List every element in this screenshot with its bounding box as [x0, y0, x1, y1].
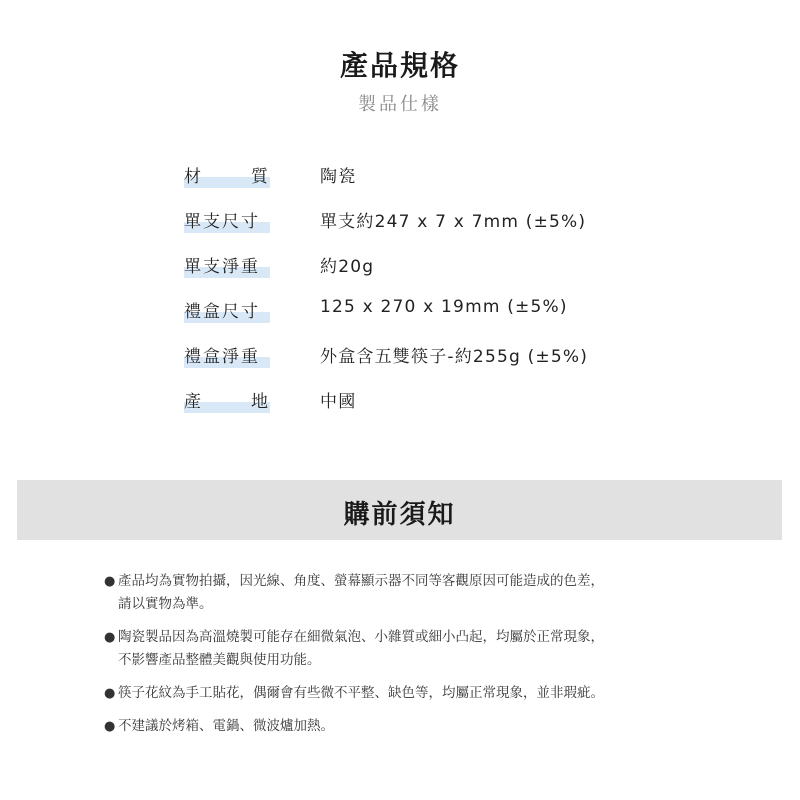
- bullet-icon: ●: [104, 574, 116, 589]
- notice-item: [104, 715, 704, 738]
- spec-row-single-size: [184, 205, 704, 250]
- spec-row-box-weight: [184, 340, 704, 385]
- notice-list: [104, 570, 704, 738]
- spec-table: [184, 160, 704, 430]
- notice-line: 陶瓷製品因為高溫燒製可能存在細微氣泡、小雜質或細小凸起，均屬於正常現象，: [118, 629, 604, 645]
- spec-label-char: 材: [184, 167, 203, 187]
- spec-subtitle: 製品仕樣: [358, 94, 442, 115]
- spec-label-char: 地: [251, 392, 270, 412]
- spec-row-box-size: [184, 295, 704, 340]
- bullet-icon: ●: [104, 686, 116, 701]
- spec-label: 單支尺寸: [184, 207, 270, 232]
- spec-label: 禮盒尺寸: [184, 297, 270, 322]
- notice-item: [104, 570, 704, 616]
- notice-line: 筷子花紋為手工貼花，偶爾會有些微不平整、缺色等，均屬正常現象，並非瑕疵。: [118, 685, 604, 701]
- spec-value: 125 x 270 x 19mm (±5%): [320, 297, 568, 317]
- notice-line: 請以實物為準。: [118, 596, 213, 612]
- spec-label: 禮盒淨重: [184, 342, 270, 367]
- notice-item: [104, 682, 704, 705]
- bullet-icon: ●: [104, 719, 116, 734]
- notice-line: 產品均為實物拍攝，因光線、角度、螢幕顯示器不同等客觀原因可能造成的色差，: [118, 573, 604, 589]
- spec-label-char: 產: [184, 392, 203, 412]
- spec-row-origin: [184, 385, 704, 430]
- spec-value: 陶瓷: [320, 167, 357, 187]
- notice-line: 不影響產品整體美觀與使用功能。: [118, 652, 321, 668]
- notice-item: [104, 626, 704, 672]
- notice-line: 不建議於烤箱、電鍋、微波爐加熱。: [118, 718, 334, 734]
- spec-value: 中國: [320, 392, 357, 412]
- spec-label: [184, 162, 270, 187]
- spec-label-char: 質: [251, 167, 270, 187]
- spec-row-single-weight: [184, 250, 704, 295]
- notice-bar: [17, 480, 782, 540]
- notice-title: 購前須知: [343, 500, 456, 530]
- spec-title: 產品規格: [339, 49, 460, 82]
- spec-value: 單支約247 x 7 x 7mm (±5%): [320, 212, 587, 232]
- spec-label: 單支淨重: [184, 252, 270, 277]
- spec-label: [184, 387, 270, 412]
- spec-row-material: [184, 160, 704, 205]
- bullet-icon: ●: [104, 630, 116, 645]
- spec-value: 外盒含五雙筷子-約255g (±5%): [320, 347, 589, 367]
- spec-value: 約20g: [320, 257, 375, 277]
